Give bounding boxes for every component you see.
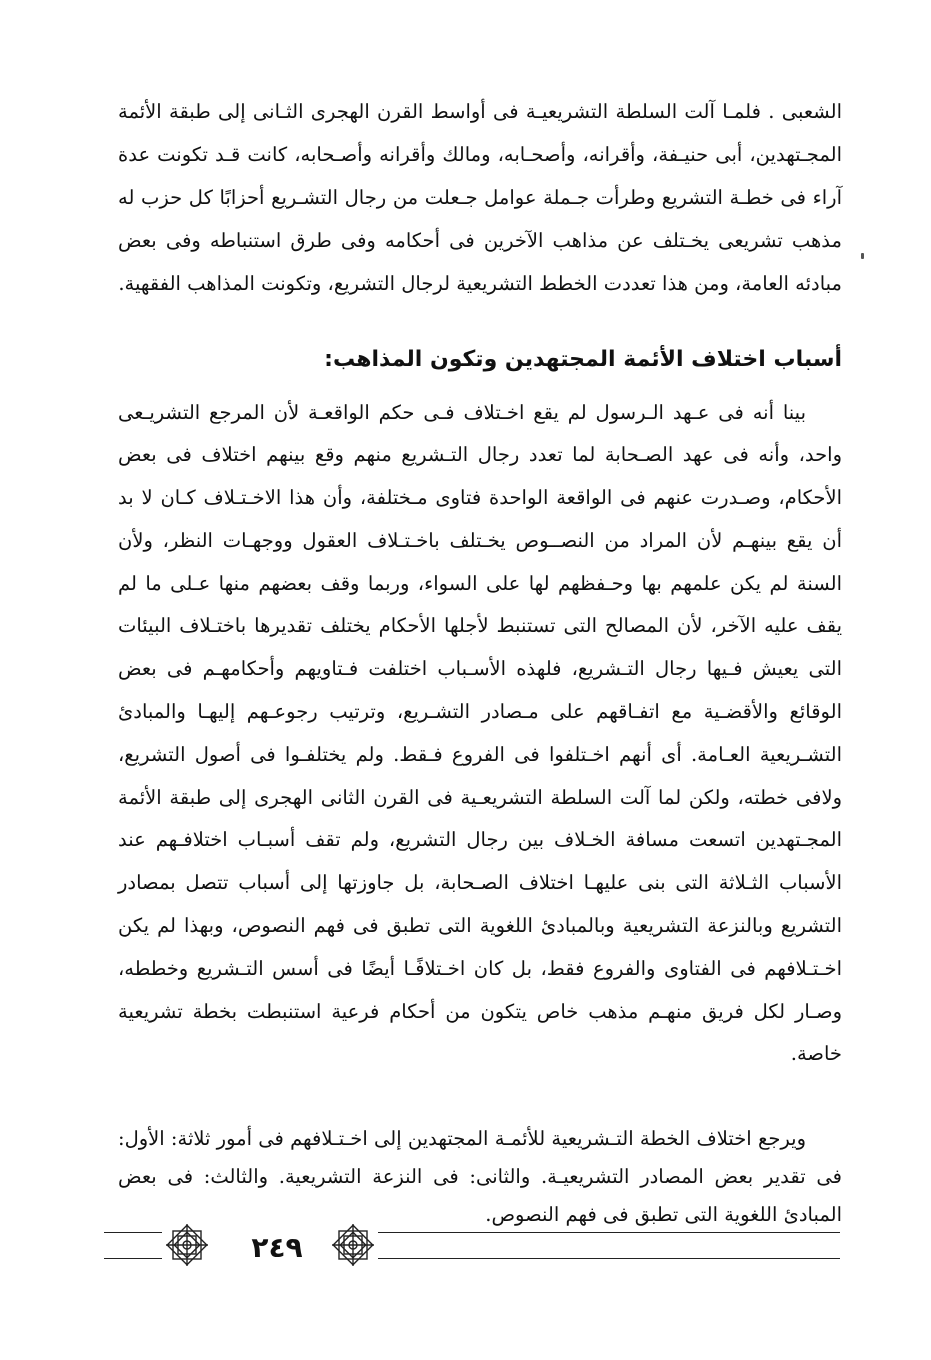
footer-rule-left-top: [104, 1232, 162, 1233]
star-knot-icon: [164, 1222, 210, 1268]
body-paragraph: بينا أنه فى عـهد الـرسول لم يقع اخـتلاف فـى حكم الواقعـة لأن المرجع التشريـعى واحد، وأنه فى عهد الصـحابة لما تعدد رجال التـشريع منهم وقع بينهم اختلاف فى بعض الأحكام، وصـدرت عنهم فى الواقعة الواحدة فتاوى مـختلفة، وأن هذا الاخـتـلاف كـان لا بد أن يقع بينهـم لأن المراد من النصــوص يخـتلف باخـتـلاف العقول ووجهـات النظر، ولأن السنة لم يكن علمهم بها وحـفظهم لها على السواء، وربما وقف بعضهم منها عـلى ما لم يقف عليه الآخر، لأن المصالح التى تستنبط لأجلها الأحكام يختلف تقديرها باختـلاف البيئات التى يعيش فـيها رجال التـشريع، فلهذه الأسـباب اختلفت فـتاويهم وأحكامهـم فى بعض الوقائع والأقضـية مع اتفـاقهم على مـصادر التشـريع، وترتيب رجوعـهم إليهـا والمبادئ التشـريعية العـامة. أى أنهم اخـتلفوا فى الفروع فـقط. ولم يختلفـوا فى أصول التشريع، ولافى خطته، ولكن لما آلت السلطة التشريعـية فى القرن الثانى الهجرى إلى طبقة الأئمة المجـتهدين اتسعت مسافة الخـلاف بين رجال التشريع، ولم تقف أسبـاب اختلافـهم عند الأسباب الثـلاثة التى بنى عليهـا اختلاف الصـحابة، بل جاوزتها إلى أسباب تتصل بمصادر التشريع وبالنزعة التشريعية وبالمبادئ اللغوية التى تطبق فى فهم النصوص، وبهذا لم يكن اخـتـلافهم فى الفتاوى والفروع فقط، بل كان اخـتلافًـا أيضًا فى أسس التـشريع وخططه، وصـار لكل فريق منهـم مذهب خاص يتكون من أحكام فرعية استنبطت بخطة تشريعية خاصة.: [118, 400, 842, 1066]
margin-mark: [861, 253, 864, 259]
footer-rule-right-bottom: [378, 1258, 840, 1259]
page-number: ٢٤٩: [251, 1231, 303, 1264]
intro-paragraph: الشعبى . فلمـا آلت السلطة التشريعيـة فى أواسط القرن الهجرى الثـانى إلى طبقة الأئمة المجـتهدين، أبى حنيـفة، وأقرانه، وأصحـابه، ومالك وأقرانه وأصـحابه، كانت قـد تكونت عدة آراء فى خطـة التشريع وطرأت جـملة عوامل جـعلت من رجال التشـريع أحزابًا كل حزب له مذهب تشريعى يخـتلف عن مذاهب الآخرين فى أحكامه وفى طرق استنباطه وفى بعض مبادئه العامة، ومن هذا تعددت الخطط التشريعية لرجال التشريع، وتكونت المذاهب الفقهية.: [118, 99, 842, 295]
footer-rule-left-bottom: [104, 1258, 162, 1259]
closing-paragraph: ويرجع اختلاف الخطة التـشريعية للأئمـة المجتهدين إلى اخـتـلافهم فى أمور ثلاثة: الأول: فى تقدير بعض المصادر التشريعيـة. والثانى: فى النزعة التشريعية. والثالث: فى بعض المبادئ اللغوية التى تطبق فى فهم النصوص.: [118, 1126, 842, 1226]
footer-rule-right-top: [378, 1232, 840, 1233]
star-knot-icon: [330, 1222, 376, 1268]
page-footer: [0, 1222, 931, 1278]
section-heading: أسباب اختلاف الأئمة المجتهدين وتكون المذاهب:: [324, 347, 842, 373]
